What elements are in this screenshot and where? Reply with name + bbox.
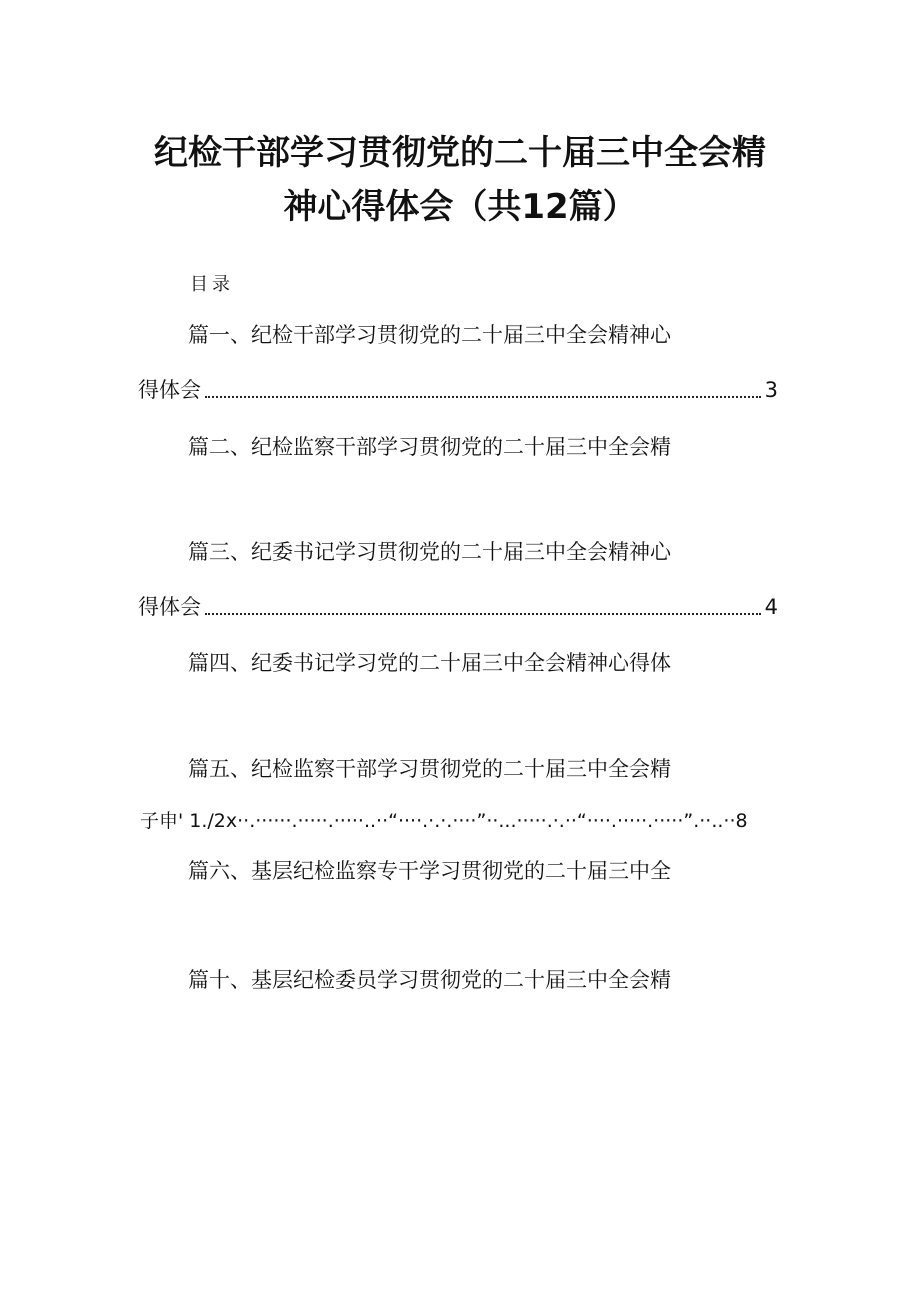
toc-entry-1-cont-text: 得体会 [138, 378, 201, 402]
document-title-line-1: 纪检干部学习贯彻党的二十届三中全会精 [154, 133, 766, 173]
toc-entry-1-page: 3 [764, 378, 778, 402]
toc-entry-3-page: 4 [764, 595, 778, 619]
toc-entry-5-garbled-line: 子申' 1./2x··.······.·····.·····..··“····.·.·.····”··...·····.·.··“····.·····.·····”.··..··8 [140, 810, 748, 832]
toc-entry-5-title[interactable]: 篇五、纪检监察干部学习贯彻党的二十届三中全会精 [188, 757, 671, 781]
toc-entry-1-continuation[interactable] [138, 380, 778, 401]
toc-entry-2-title[interactable]: 篇二、纪检监察干部学习贯彻党的二十届三中全会精 [188, 435, 671, 459]
dot-leader [205, 395, 761, 398]
toc-entry-7-title[interactable]: 篇十、基层纪检委员学习贯彻党的二十届三中全会精 [188, 968, 671, 992]
toc-entry-3-title[interactable]: 篇三、纪委书记学习贯彻党的二十届三中全会精神心 [188, 540, 671, 564]
document-title-line-2: 神心得体会（共12篇） [283, 187, 637, 227]
toc-entry-1-title[interactable]: 篇一、纪检干部学习贯彻党的二十届三中全会精神心 [188, 323, 671, 347]
toc-entry-6-title[interactable]: 篇六、基层纪检监察专干学习贯彻党的二十届三中全 [188, 859, 671, 883]
toc-entry-3-cont-text: 得体会 [138, 595, 201, 619]
toc-entry-3-continuation[interactable] [138, 597, 778, 618]
toc-entry-4-title[interactable]: 篇四、纪委书记学习党的二十届三中全会精神心得体 [188, 651, 671, 675]
dot-leader [205, 612, 761, 615]
toc-heading: 目录 [190, 274, 234, 295]
